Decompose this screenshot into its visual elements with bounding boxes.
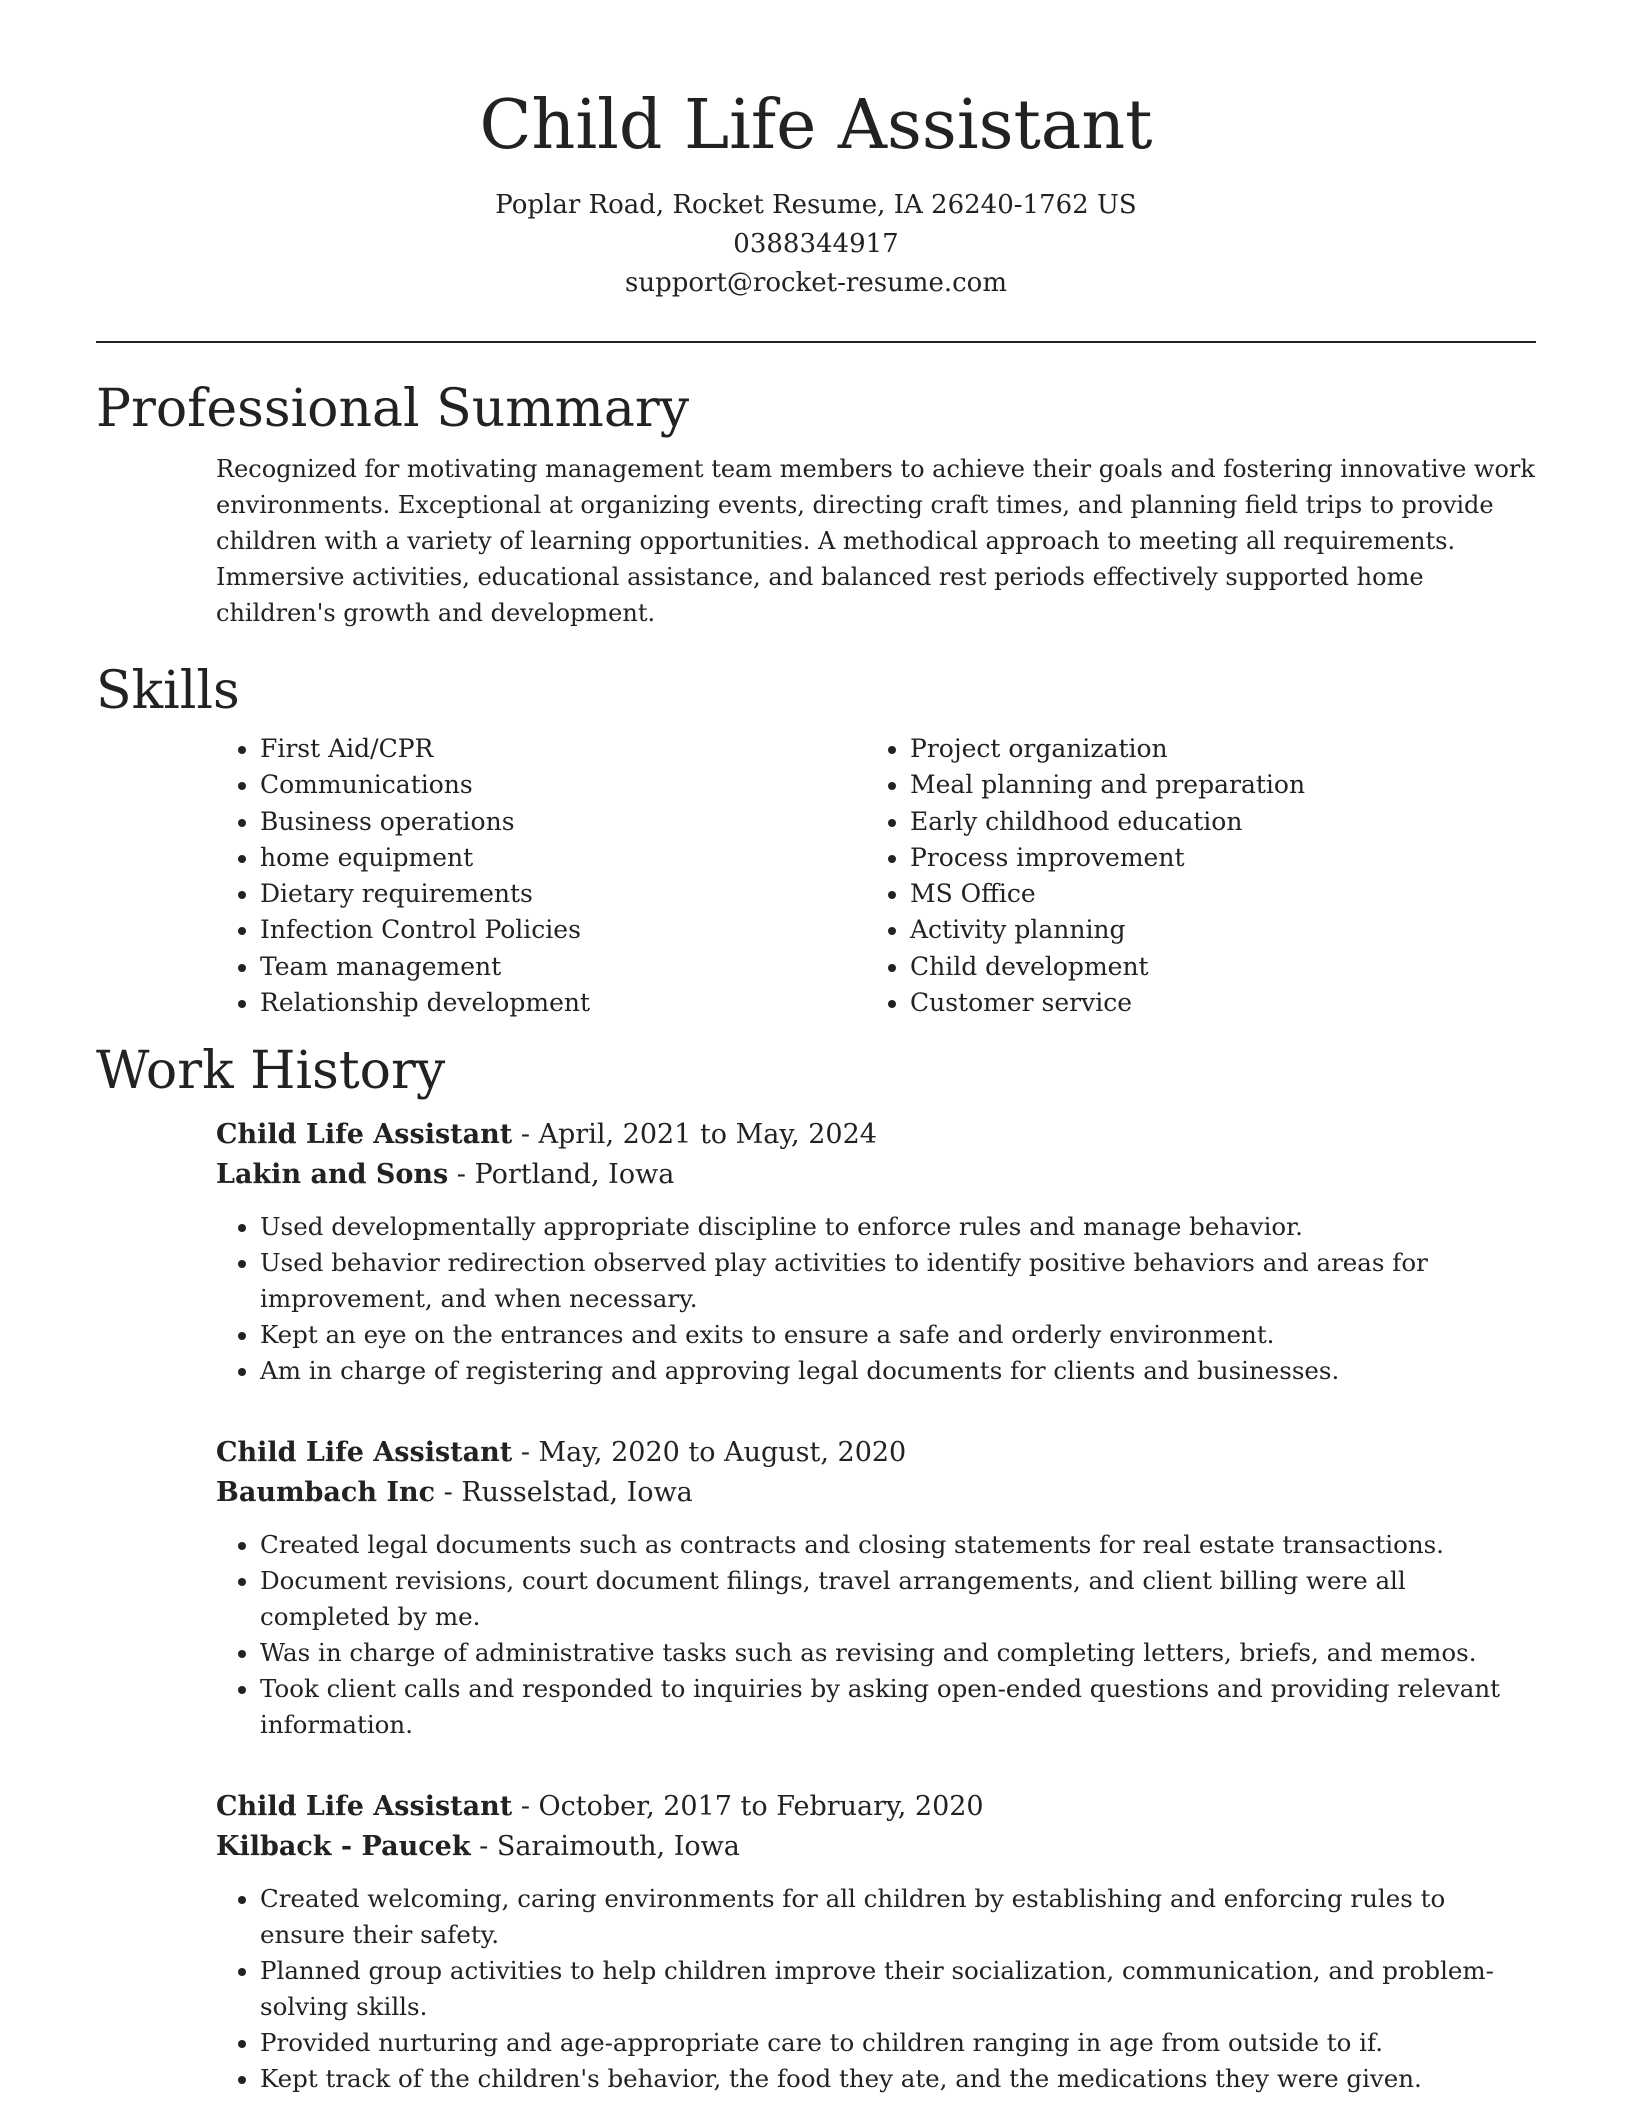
- skill-item: • home equipment: [260, 840, 866, 876]
- job-company-line: [216, 1473, 1536, 1513]
- job-title-line: [216, 1787, 1536, 1827]
- job-bullet: • Took client calls and responded to inquiries by asking open-ended questions and providing relevant information.: [260, 1671, 1536, 1743]
- skill-item: • Activity planning: [910, 912, 1516, 948]
- job-title-line: [216, 1433, 1536, 1473]
- skill-item: • Dietary requirements: [260, 876, 866, 912]
- address: Poplar Road, Rocket Resume, IA 26240-1762 US: [495, 190, 1137, 220]
- job-bullet: • Document revisions, court document filings, travel arrangements, and client billing were all completed by me.: [260, 1563, 1536, 1635]
- skill-item: • Early childhood education: [910, 804, 1516, 840]
- work-history-heading: Work History: [96, 1041, 446, 1102]
- skill-item: • Child development: [910, 949, 1516, 985]
- job-location: - Saraimouth, Iowa: [470, 1831, 740, 1863]
- job-bullets: [216, 1209, 1536, 1389]
- job-entry: [216, 1787, 1536, 2097]
- skill-item: • Meal planning and preparation: [910, 767, 1516, 803]
- phone: 0388344917: [733, 229, 899, 259]
- job-location: - Portland, Iowa: [448, 1159, 675, 1191]
- job-title-line: [216, 1115, 1536, 1155]
- header-divider: [96, 341, 1536, 343]
- job-company: Baumbach Inc: [216, 1477, 436, 1509]
- skills-heading: Skills: [96, 661, 240, 721]
- job-entry: [216, 1433, 1536, 1743]
- job-dates: - April, 2021 to May, 2024: [512, 1119, 877, 1151]
- job-bullet: • Kept an eye on the entrances and exits to ensure a safe and orderly environment.: [260, 1317, 1536, 1353]
- skill-item: • Business operations: [260, 804, 866, 840]
- job-location: - Russelstad, Iowa: [435, 1477, 693, 1509]
- skill-item: • First Aid/CPR: [260, 731, 866, 767]
- job-bullet: • Was in charge of administrative tasks such as revising and completing letters, briefs, and memos.: [260, 1635, 1536, 1671]
- skill-item: • MS Office: [910, 876, 1516, 912]
- email: support@rocket-resume.com: [624, 268, 1007, 298]
- job-bullet: • Created legal documents such as contracts and closing statements for real estate transactions.: [260, 1527, 1536, 1563]
- skill-item: • Relationship development: [260, 985, 866, 1021]
- skill-item: • Infection Control Policies: [260, 912, 866, 948]
- job-entry: [216, 1115, 1536, 1389]
- candidate-name: Child Life Assistant: [479, 86, 1153, 165]
- job-bullet: • Planned group activities to help children improve their socialization, communication, and problem-solving skills.: [260, 1953, 1536, 2025]
- job-company-line: [216, 1155, 1536, 1195]
- summary-text: Recognized for motivating management team members to achieve their goals and fostering innovative work environments. Exceptional at organizing events, directing craft times, and planning field trips to provide children with a variety of learning opportunities. A methodical approach to meeting all requirements. Immersive activities, educational assistance, and balanced rest periods effectively supported home children's growth and development.: [216, 455, 1535, 627]
- job-bullets: [216, 1881, 1536, 2097]
- skill-item: • Communications: [260, 767, 866, 803]
- skill-item: • Project organization: [910, 731, 1516, 767]
- job-bullet: • Provided nurturing and age-appropriate care to children ranging in age from outside to if.: [260, 2025, 1536, 2061]
- job-bullet: • Created welcoming, caring environments for all children by establishing and enforcing rules to ensure their safety.: [260, 1881, 1536, 1953]
- job-title: Child Life Assistant: [216, 1791, 513, 1823]
- skill-item: • Process improvement: [910, 840, 1516, 876]
- resume-page: [96, 0, 1536, 2097]
- job-title: Child Life Assistant: [216, 1437, 513, 1469]
- skills-column-left: [216, 731, 866, 1021]
- job-bullet: • Am in charge of registering and approving legal documents for clients and businesses.: [260, 1353, 1536, 1389]
- job-dates: - October, 2017 to February, 2020: [512, 1791, 984, 1823]
- job-bullets: [216, 1527, 1536, 1743]
- job-title: Child Life Assistant: [216, 1119, 513, 1151]
- job-dates: - May, 2020 to August, 2020: [512, 1437, 907, 1469]
- job-company: Lakin and Sons: [216, 1159, 449, 1191]
- skills-column-right: [866, 731, 1516, 1021]
- skill-item: • Team management: [260, 949, 866, 985]
- contact-block: [96, 186, 1536, 303]
- summary-heading: Professional Summary: [96, 379, 690, 439]
- resume-header: [96, 0, 1536, 303]
- job-bullet: • Kept track of the children's behavior, the food they ate, and the medications they were given.: [260, 2061, 1536, 2097]
- job-bullet: • Used developmentally appropriate discipline to enforce rules and manage behavior.: [260, 1209, 1536, 1245]
- job-company-line: [216, 1827, 1536, 1867]
- skill-item: • Customer service: [910, 985, 1516, 1021]
- job-company: Kilback - Paucek: [216, 1831, 471, 1863]
- skills-list: [216, 731, 1536, 1021]
- job-bullet: • Used behavior redirection observed play activities to identify positive behaviors and areas for improvement, and when necessary.: [260, 1245, 1536, 1317]
